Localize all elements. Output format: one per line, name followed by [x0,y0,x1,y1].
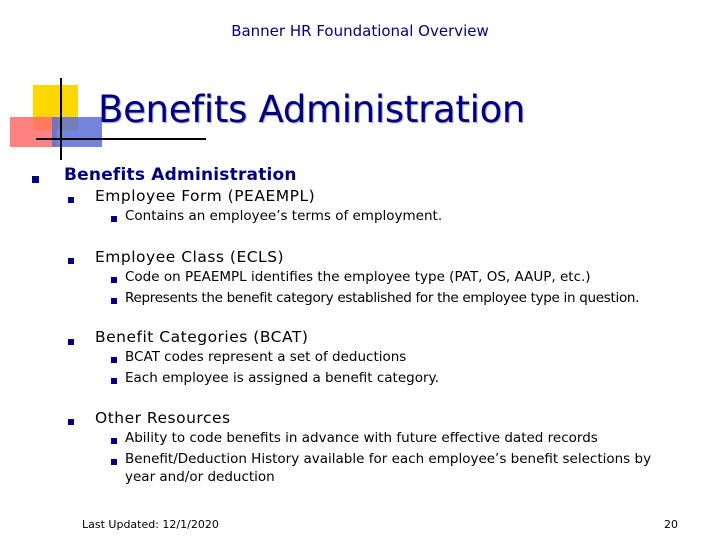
bullet-icon [111,357,117,363]
outline-item-label: Employee Form (PEAEMPL) [95,187,316,205]
outline-subitem: Represents the benefit category established for the employee type in question. [125,290,640,306]
bullet-icon [32,176,39,183]
outline-subitem: Benefit/Deduction History available for each employee’s benefit selections by [125,451,652,467]
bullet-icon [111,216,117,222]
bullet-icon [68,339,74,345]
outline-subitem-continuation: year and/or deduction [125,469,275,485]
slide-title: Benefits Administration [98,88,526,131]
header-text: Banner HR Foundational Overview [231,22,489,40]
bullet-icon [111,298,117,304]
outline-item-label: Benefit Categories (BCAT) [95,328,309,346]
bullet-icon [111,438,117,444]
bullet-icon [111,378,117,384]
bullet-icon [68,419,74,425]
bullet-icon [111,459,117,465]
outline-item-label: Other Resources [95,409,231,427]
bullet-icon [68,197,74,203]
logo-vertical-line [60,78,62,160]
bullet-icon [111,277,117,283]
outline-subitem: Code on PEAEMPL identifies the employee type (PAT, OS, AAUP, etc.) [125,269,591,285]
outline-subitem: Each employee is assigned a benefit category. [125,370,439,386]
logo-red-bar [10,117,57,147]
outline-subitem: BCAT codes represent a set of deductions [125,349,407,365]
footer-updated: Last Updated: 12/1/2020 [82,518,219,531]
bullet-icon [68,258,74,264]
outline-subitem: Ability to code benefits in advance with future effective dated records [125,430,598,446]
logo-horizontal-line [36,138,206,140]
outline-item-label: Employee Class (ECLS) [95,248,285,266]
outline-subitem: Contains an employee’s terms of employment. [125,208,443,224]
outline-heading: Benefits Administration [64,165,297,185]
page-number: 20 [664,518,678,531]
